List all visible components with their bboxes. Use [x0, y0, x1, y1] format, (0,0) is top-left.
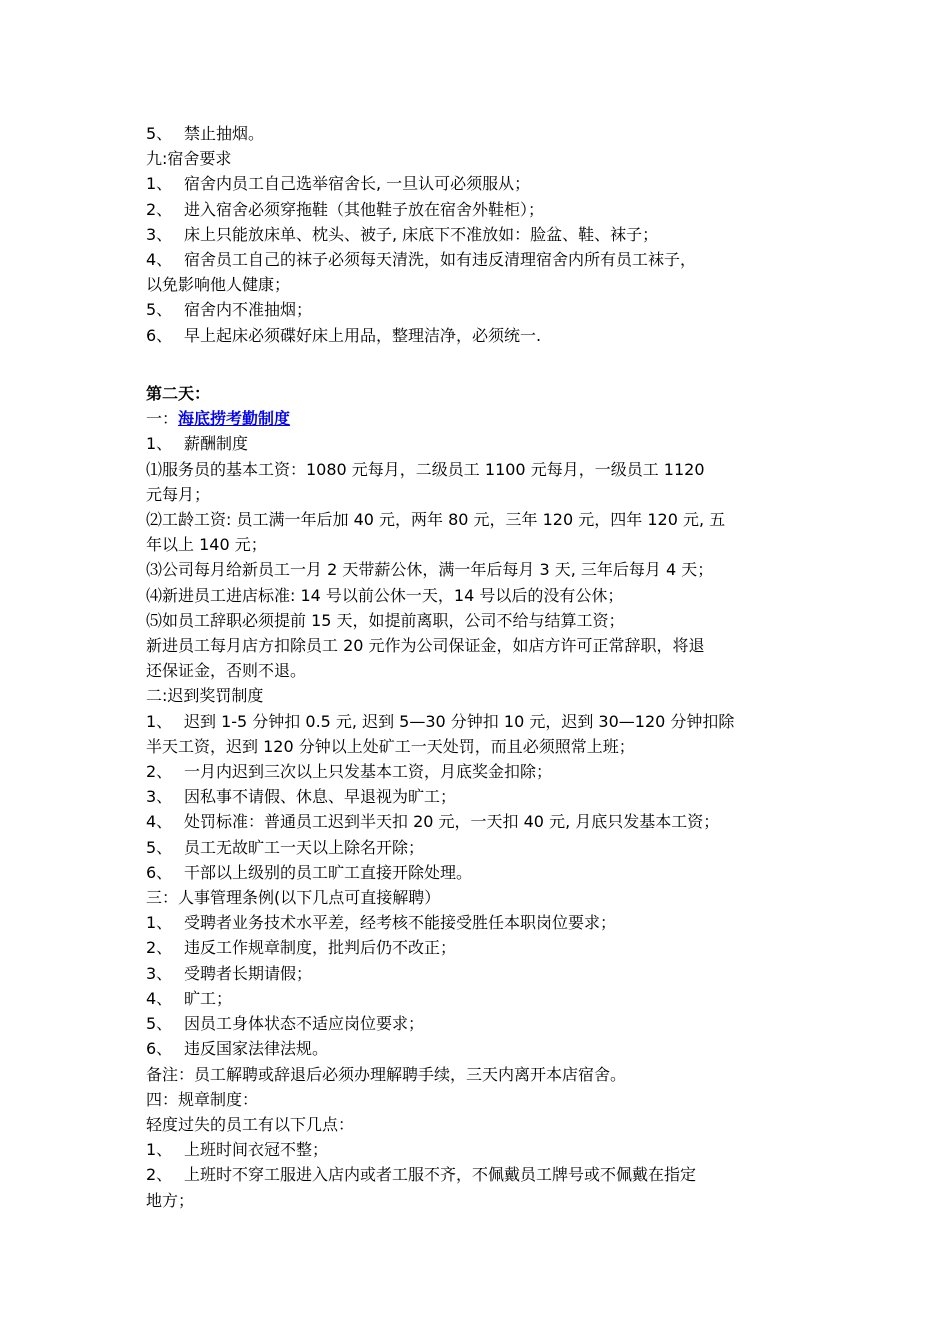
section-heading: 九:宿舍要求 — [146, 149, 232, 169]
item-text: 一月内迟到三次以上只发基本工资，月底奖金扣除； — [184, 762, 553, 782]
item-number: 1、 — [146, 913, 173, 933]
section-heading: 二:迟到奖罚制度 — [146, 686, 264, 706]
item-text: 宿舍内不准抽烟； — [184, 300, 313, 320]
list-item — [146, 1162, 806, 1187]
list-item — [146, 910, 806, 935]
item-text: 早上起床必须碟好床上用品，整理洁净，必须统一. — [184, 325, 542, 345]
item-number: 2、 — [146, 1165, 173, 1185]
list-item — [146, 784, 806, 809]
salary-line-cont: 年以上 140 元； — [146, 535, 267, 555]
item-text: 干部以上级别的员工旷工直接开除处理。 — [184, 862, 473, 882]
list-item — [146, 986, 806, 1011]
list-item — [146, 709, 806, 734]
salary-line: ⑵工龄工资: 员工满一年后加 40 元，两年 80 元，三年 120 元，四年 120 元, 五 — [146, 510, 726, 530]
section-heading: 四：规章制度： — [146, 1089, 259, 1109]
document-page — [146, 121, 806, 1213]
list-item — [146, 860, 806, 885]
section-heading-attendance — [146, 406, 806, 431]
item-text: 旷工； — [184, 988, 233, 1008]
item-number: 1、 — [146, 1140, 173, 1160]
item-continuation: 以免影响他人健康； — [146, 275, 291, 295]
list-item — [146, 323, 806, 348]
item-number: 2、 — [146, 199, 173, 219]
item-text: 床上只能放床单、枕头、被子, 床底下不准放如：脸盆、鞋、袜子； — [184, 224, 659, 244]
item-text: 因员工身体状态不适应岗位要求； — [184, 1014, 425, 1034]
item-number: 3、 — [146, 787, 173, 807]
item-text: 因私事不请假、休息、早退视为旷工； — [184, 787, 457, 807]
salary-line: ⑴服务员的基本工资：1080 元每月，二级员工 1100 元每月，一级员工 1120 — [146, 459, 705, 479]
salary-line: ⑷新进员工进店标准: 14 号以前公休一天，14 号以后的没有公休； — [146, 585, 624, 605]
list-item — [146, 222, 806, 247]
blank-line — [146, 348, 806, 373]
list-item — [146, 197, 806, 222]
item-text: 受聘者业务技术水平差，经考核不能接受胜任本职岗位要求； — [184, 913, 617, 933]
item-number: 1、 — [146, 711, 173, 731]
section-prefix: 一： — [146, 409, 179, 429]
spacer — [146, 373, 806, 381]
list-item — [146, 961, 806, 986]
item-number: 1、 — [146, 174, 173, 194]
list-item — [146, 1011, 806, 1036]
item-number: 1、 — [146, 434, 173, 454]
item-number: 5、 — [146, 1014, 173, 1034]
list-item — [146, 835, 806, 860]
item-text: 宿舍员工自己的袜子必须每天清洗，如有违反清理宿舍内所有员工袜子， — [184, 250, 697, 270]
item-number: 4、 — [146, 812, 173, 832]
list-item — [146, 759, 806, 784]
item-text: 员工无故旷工一天以上除名开除； — [184, 837, 425, 857]
item-number: 2、 — [146, 938, 173, 958]
item-text: 宿舍内员工自己选举宿舍长, 一旦认可必须服从； — [184, 174, 531, 194]
item-number: 5、 — [146, 300, 173, 320]
list-item — [146, 121, 806, 146]
salary-line: 新进员工每月店方扣除员工 20 元作为公司保证金，如店方许可正常辞职，将退 — [146, 636, 705, 656]
salary-line-cont: 元每月； — [146, 484, 211, 504]
item-text: 上班时间衣冠不整； — [184, 1140, 329, 1160]
salary-line: ⑶公司每月给新员工一月 2 天带薪公休，满一年后每月 3 天, 三年后每月 4 天； — [146, 560, 714, 580]
item-text: 处罚标准：普通员工迟到半天扣 20 元，一天扣 40 元, 月底只发基本工资； — [184, 812, 720, 832]
item-continuation: 半天工资，迟到 120 分钟以上处矿工一天处罚，而且必须照常上班； — [146, 736, 635, 756]
section-intro: 轻度过失的员工有以下几点： — [146, 1114, 355, 1134]
section-heading: 三：人事管理条例(以下几点可直接解聘） — [146, 888, 441, 908]
item-number: 6、 — [146, 1039, 173, 1059]
item-continuation: 地方； — [146, 1190, 195, 1210]
list-item — [146, 171, 806, 196]
list-item — [146, 297, 806, 322]
item-text: 违反国家法律法规。 — [184, 1039, 329, 1059]
list-item — [146, 1137, 806, 1162]
item-text: 进入宿舍必须穿拖鞋（其他鞋子放在宿舍外鞋柜）； — [184, 199, 545, 219]
list-item — [146, 809, 806, 834]
salary-line-cont: 还保证金，否则不退。 — [146, 661, 307, 681]
item-number: 5、 — [146, 124, 173, 143]
item-text: 迟到 1-5 分钟扣 0.5 元, 迟到 5—30 分钟扣 10 元，迟到 30—120 分钟扣除 — [184, 711, 735, 731]
item-number: 4、 — [146, 250, 173, 270]
item-text: 受聘者长期请假； — [184, 963, 313, 983]
note-text: 备注：员工解聘或辞退后必须办理解聘手续，三天内离开本店宿舍。 — [146, 1064, 627, 1084]
item-number: 6、 — [146, 862, 173, 882]
item-text: 薪酬制度 — [184, 434, 249, 454]
item-text: 违反工作规章制度，批判后仍不改正； — [184, 938, 457, 958]
list-item — [146, 935, 806, 960]
list-item — [146, 431, 806, 456]
day-title: 第二天： — [146, 384, 211, 404]
item-number: 4、 — [146, 988, 173, 1008]
item-text: 上班时不穿工服进入店内或者工服不齐，不佩戴员工牌号或不佩戴在指定 — [184, 1165, 697, 1185]
attendance-policy-link[interactable]: 海底捞考勤制度 — [178, 409, 291, 429]
item-number: 6、 — [146, 325, 173, 345]
item-number: 5、 — [146, 837, 173, 857]
item-number: 3、 — [146, 963, 173, 983]
item-number: 2、 — [146, 762, 173, 782]
salary-line: ⑸如员工辞职必须提前 15 天，如提前离职，公司不给与结算工资； — [146, 610, 625, 630]
item-number: 3、 — [146, 224, 173, 244]
item-text: 禁止抽烟。 — [184, 124, 265, 143]
list-item — [146, 1036, 806, 1061]
list-item — [146, 247, 806, 272]
